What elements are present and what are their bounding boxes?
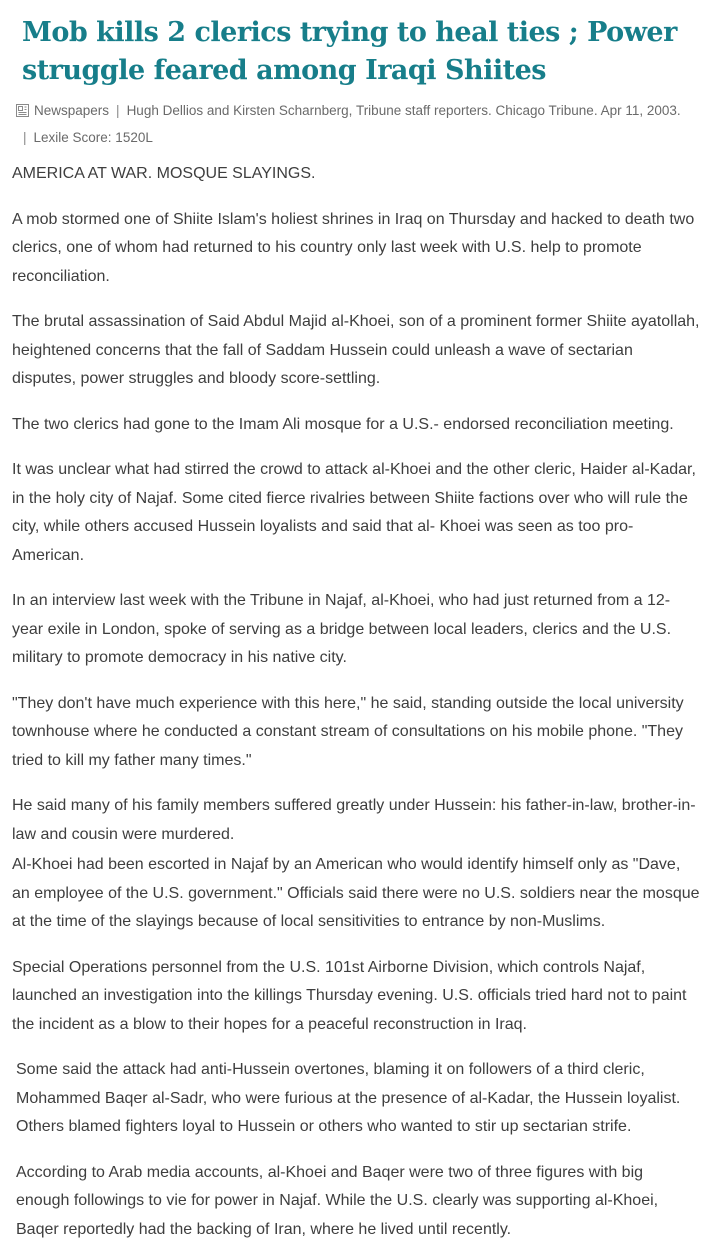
byline: Hugh Dellios and Kirsten Scharnberg, Tribune staff reporters. Chicago Tribune. Apr 11, 2003. <box>127 103 681 118</box>
body-paragraph: He said many of his family members suffered greatly under Hussein: his father-in-law, brother-in-law and cousin were murdered. <box>12 792 700 849</box>
body-paragraph: In an interview last week with the Tribune in Najaf, al-Khoei, who had just returned from a 12-year exile in London, spoke of serving as a bridge between local leaders, clerics and the U.S. military to promote democracy in his native city. <box>12 587 700 673</box>
body-paragraph: According to Arab media accounts, al-Khoei and Baqer were two of three figures with big enough followings to vie for power in Najaf. While the U.S. clearly was supporting al-Khoei, Baqer reportedly had the backing of Iran, where he lived until recently. <box>12 1159 700 1244</box>
lexile-group <box>16 130 153 145</box>
body-paragraph: Special Operations personnel from the U.S. 101st Airborne Division, which controls Najaf, launched an investigation into the killings Thursday evening. U.S. officials tried hard not to paint the incident as a blow to their hopes for a peaceful reconstruction in Iraq. <box>12 954 700 1040</box>
meta-separator: | <box>23 130 27 145</box>
body-paragraph: It was unclear what had stirred the crowd to attack al-Khoei and the other cleric, Haider al-Kadar, in the holy city of Najaf. Some cited fierce rivalries between Shiite factions over who will rule the city, while others accused Hussein loyalists and said that al- Khoei was seen as too pro-American. <box>12 456 700 570</box>
article-body <box>12 160 700 1244</box>
kicker-paragraph: AMERICA AT WAR. MOSQUE SLAYINGS. <box>12 160 700 189</box>
meta-separator: | <box>116 103 120 118</box>
body-paragraph: The two clerics had gone to the Imam Ali mosque for a U.S.- endorsed reconciliation meeting. <box>12 411 700 440</box>
source-label[interactable]: Newspapers <box>34 103 109 118</box>
body-paragraph: "They don't have much experience with this here," he said, standing outside the local university townhouse where he conducted a constant stream of consultations on his mobile phone. "They tried to kill my father many times." <box>12 690 700 776</box>
article-title: Mob kills 2 clerics trying to heal ties ; Power struggle feared among Iraqi Shiites <box>22 14 698 90</box>
body-paragraph: Some said the attack had anti-Hussein overtones, blaming it on followers of a third cleric, Mohammed Baqer al-Sadr, who were furious at the presence of al-Kadar, the Hussein loyalist. Others blamed fighters loyal to Hussein or others who wanted to stir up sectarian strife. <box>12 1056 700 1142</box>
body-paragraph: The brutal assassination of Said Abdul Majid al-Khoei, son of a prominent former Shiite ayatollah, heightened concerns that the fall of Saddam Hussein could unleash a wave of sectarian disputes, power struggles and bloody score-settling. <box>12 308 700 394</box>
body-paragraph: A mob stormed one of Shiite Islam's holiest shrines in Iraq on Thursday and hacked to death two clerics, one of whom had returned to his country only last week with U.S. help to promote reconciliation. <box>12 206 700 292</box>
newspapers-icon <box>16 100 29 125</box>
article-meta <box>16 98 682 150</box>
body-paragraph: Al-Khoei had been escorted in Najaf by an American who would identify himself only as "Dave, an employee of the U.S. government." Officials said there were no U.S. soldiers near the mosque at the time of the slayings because of local sensitivities to entrance by non-Muslims. <box>12 851 700 937</box>
lexile-score: Lexile Score: 1520L <box>34 130 153 145</box>
